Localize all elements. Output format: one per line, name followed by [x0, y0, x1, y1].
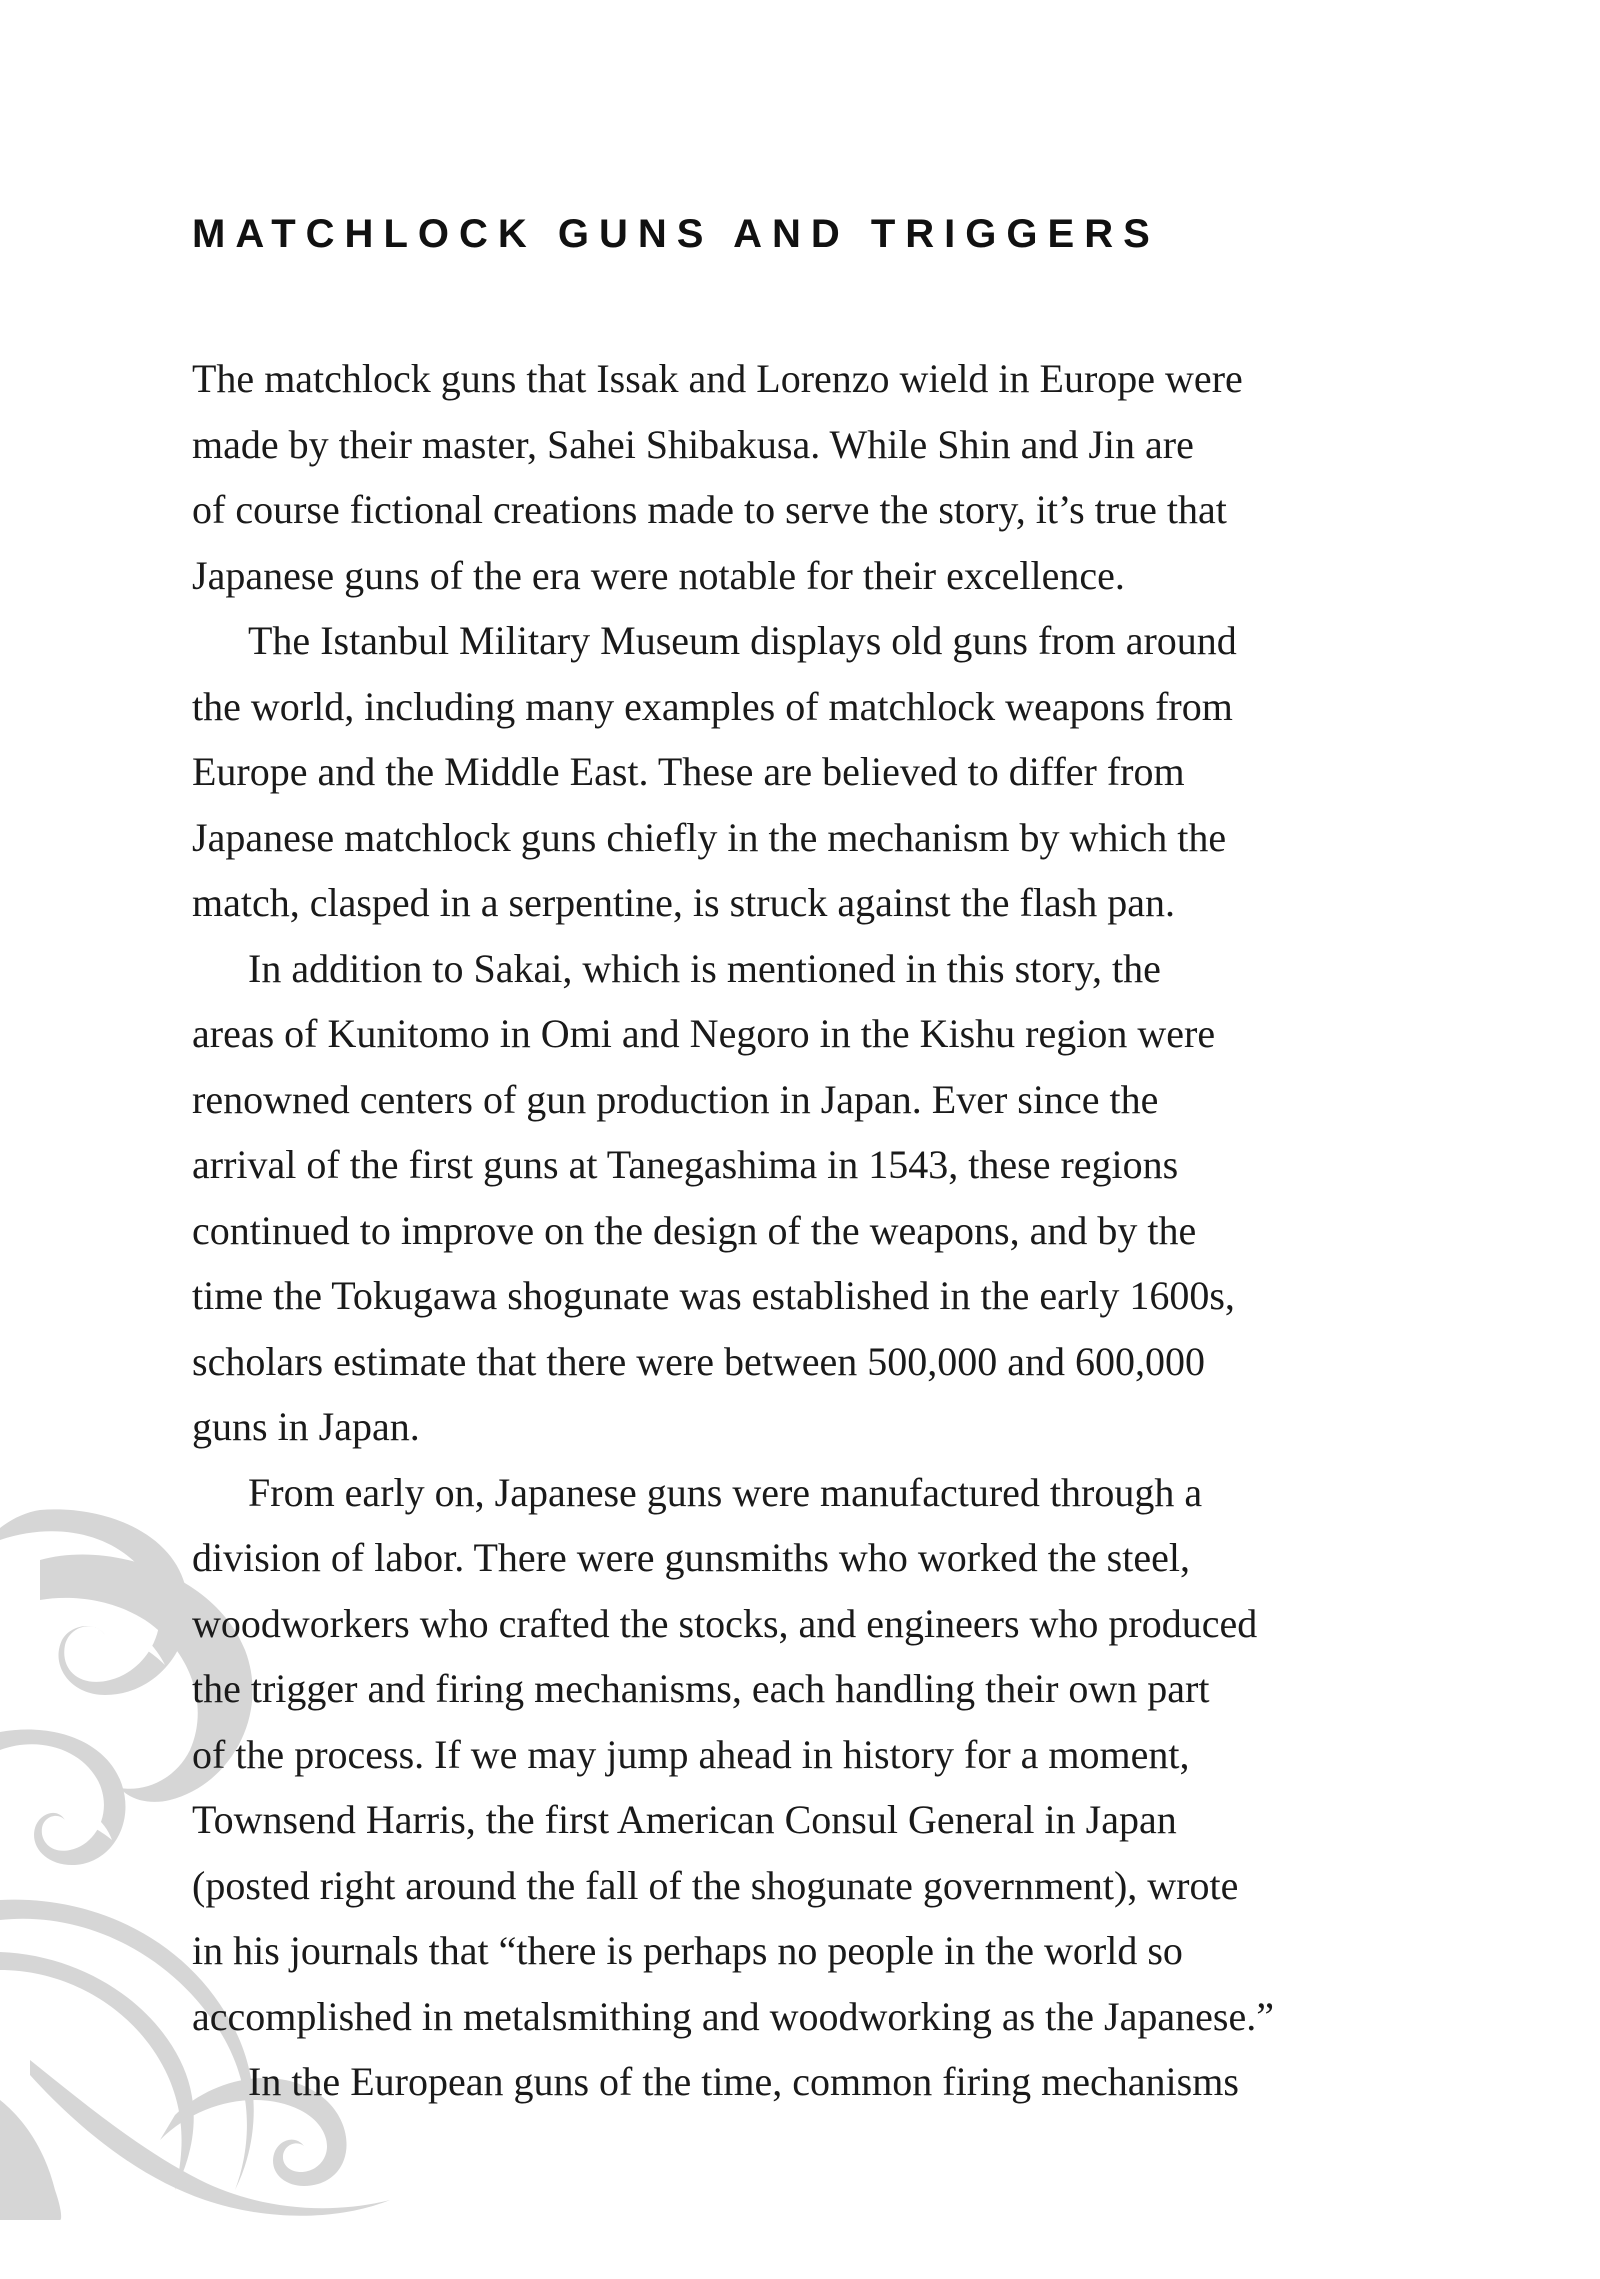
- paragraph: [192, 1460, 1442, 2050]
- text-line: Europe and the Middle East. These are believed to differ from: [192, 749, 1185, 794]
- text-line: The Istanbul Military Museum displays old guns from around: [248, 618, 1237, 663]
- text-line: guns in Japan.: [192, 1404, 420, 1449]
- body-text: [192, 346, 1442, 2115]
- text-line: In addition to Sakai, which is mentioned in this story, the: [248, 945, 1161, 991]
- text-line: made by their master, Sahei Shibakusa. While Shin and Jin are: [192, 421, 1194, 467]
- text-line: areas of Kunitomo in Omi and Negoro in the Kishu region were: [192, 1011, 1216, 1056]
- text-line: Japanese matchlock guns chiefly in the mechanism by which the: [192, 814, 1227, 860]
- text-line: (posted right around the fall of the shogunate government), wrote: [192, 1862, 1239, 1908]
- text-line: of course fictional creations made to serve the story, it’s true that: [192, 487, 1227, 532]
- text-line: the trigger and firing mechanisms, each handling their own part: [192, 1666, 1210, 1711]
- text-line: in his journals that “there is perhaps no people in the world so: [192, 1928, 1183, 1973]
- text-line: of the process. If we may jump ahead in history for a moment,: [192, 1731, 1190, 1777]
- section-heading: MATCHLOCK GUNS AND TRIGGERS: [192, 212, 1160, 256]
- text-line: renowned centers of gun production in Japan. Ever since the: [192, 1076, 1159, 1122]
- text-line: In the European guns of the time, common firing mechanisms: [248, 2059, 1239, 2104]
- text-line: match, clasped in a serpentine, is struck against the flash pan.: [192, 880, 1176, 925]
- text-line: accomplished in metalsmithing and woodworking as the Japanese.”: [192, 1993, 1274, 2039]
- paragraph: [192, 346, 1442, 608]
- text-line: woodworkers who crafted the stocks, and engineers who produced: [192, 1600, 1258, 1646]
- text-line: From early on, Japanese guns were manufactured through a: [248, 1469, 1203, 1515]
- text-line: Townsend Harris, the first American Consul General in Japan: [192, 1797, 1177, 1842]
- text-line: The matchlock guns that Issak and Lorenzo wield in Europe were: [192, 356, 1243, 401]
- text-line: the world, including many examples of matchlock weapons from: [192, 683, 1233, 729]
- paragraph: [192, 608, 1442, 936]
- text-line: time the Tokugawa shogunate was established in the early 1600s,: [192, 1273, 1235, 1318]
- text-line: division of labor. There were gunsmiths who worked the steel,: [192, 1535, 1190, 1580]
- text-line: continued to improve on the design of the weapons, and by the: [192, 1207, 1197, 1253]
- text-line: scholars estimate that there were between 500,000 and 600,000: [192, 1338, 1206, 1384]
- text-line: arrival of the first guns at Tanegashima in 1543, these regions: [192, 1142, 1179, 1187]
- text-line: Japanese guns of the era were notable for their excellence.: [192, 552, 1125, 598]
- paragraph: [192, 2049, 1442, 2115]
- paragraph: [192, 936, 1442, 1460]
